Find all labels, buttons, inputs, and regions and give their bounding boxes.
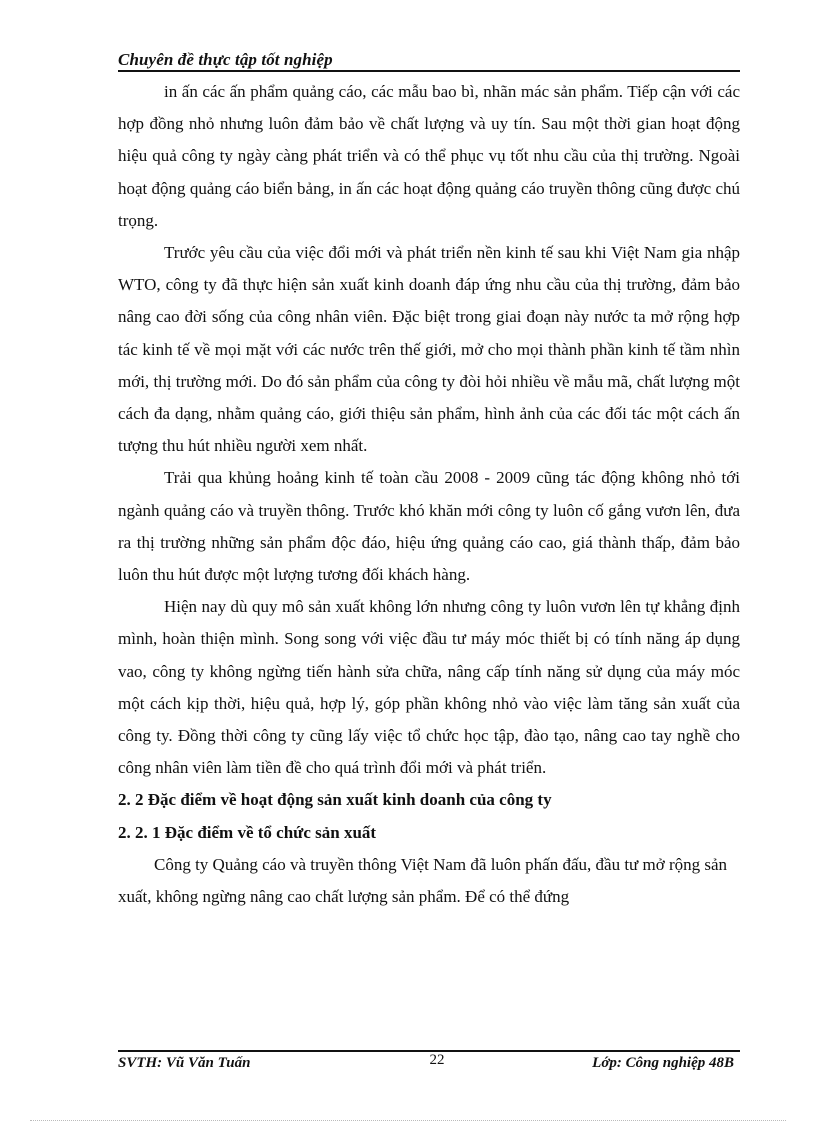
paragraph-continuation: in ấn các ấn phẩm quảng cáo, các mẫu bao bì, nhãn mác sản phẩm. Tiếp cận với các hợp đồng nhỏ nhưng luôn đảm bảo về chất lượng và uy tín. Sau một thời gian hoạt động hiệu quả công ty ngày càng phát triển và có thể phục vụ tốt nhu cầu của thị trường. Ngoài hoạt động quảng cáo biển bảng, in ấn các hoạt động quảng cáo truyền thông cũng được chú trọng. xyxy=(118,82,740,230)
page-number: 22 xyxy=(429,1052,445,1068)
paragraph-production-organization: Công ty Quảng cáo và truyền thông Việt Nam đã luôn phấn đấu, đầu tư mở rộng sản xuất, không ngừng nâng cao chất lượng sản phẩm. Để có thể đứng xyxy=(118,854,728,907)
page-edge-dotted-line xyxy=(30,1120,786,1121)
document-body xyxy=(118,76,740,913)
paragraph-current-scale: Hiện nay dù quy mô sản xuất không lớn nhưng công ty luôn vươn lên tự khẳng định mình, hoàn thiện mình. Song song với việc đầu tư máy móc thiết bị có tính năng áp dụng vao, công ty không ngừng tiến hành sửa chữa, nâng cấp tính năng sử dụng của máy móc một cách kịp thời, hiệu quả, hợp lý, góp phần không nhỏ vào việc làm tăng sản xuất của công ty. Đồng thời công ty cũng lấy việc tổ chức học tập, đào tạo, nâng cao tay nghề cho công nhân viên làm tiền đề cho quá trình đổi mới và phát triển. xyxy=(118,597,740,778)
paragraph-wto: Trước yêu cầu của việc đổi mới và phát triển nền kinh tế sau khi Việt Nam gia nhập WTO, công ty đã thực hiện sản xuất kinh doanh đáp ứng nhu cầu của thị trường, đảm bảo nâng cao đời sống của công nhân viên. Đặc biệt trong giai đoạn này nước ta mở rộng hợp tác kinh tế về mọi mặt với các nước trên thế giới, mở cho mọi thành phần kinh tế tầm nhìn mới, thị trường mới. Do đó sản phẩm của công ty đòi hỏi nhiều về mẫu mã, chất lượng một cách đa dạng, nhằm quảng cáo, giới thiệu sản phẩm, hình ảnh của các đối tác một cách ấn tượng thu hút nhiều người xem nhất. xyxy=(118,243,740,456)
page-header-title: Chuyên đề thực tập tốt nghiệp xyxy=(118,50,333,69)
header-divider xyxy=(118,70,740,72)
footer-student-name: SVTH: Vũ Văn Tuấn xyxy=(118,1055,251,1071)
section-heading-2-2: 2. 2 Đặc điểm về hoạt động sản xuất kinh doanh của công ty xyxy=(118,790,552,810)
paragraph-crisis: Trải qua khủng hoảng kinh tế toàn cầu 2008 - 2009 cũng tác động không nhỏ tới ngành quảng cáo và truyền thông. Trước khó khăn mới công ty luôn cố gắng vươn lên, đưa ra thị trường những sản phẩm độc đáo, hiệu ứng quảng cáo cao, giá thành thấp, đảm bảo luôn thu hút được một lượng tương đối khách hàng. xyxy=(118,468,740,585)
section-heading-2-2-1: 2. 2. 1 Đặc điểm về tổ chức sản xuất xyxy=(118,822,377,842)
footer-class-name: Lớp: Công nghiệp 48B xyxy=(592,1055,734,1071)
